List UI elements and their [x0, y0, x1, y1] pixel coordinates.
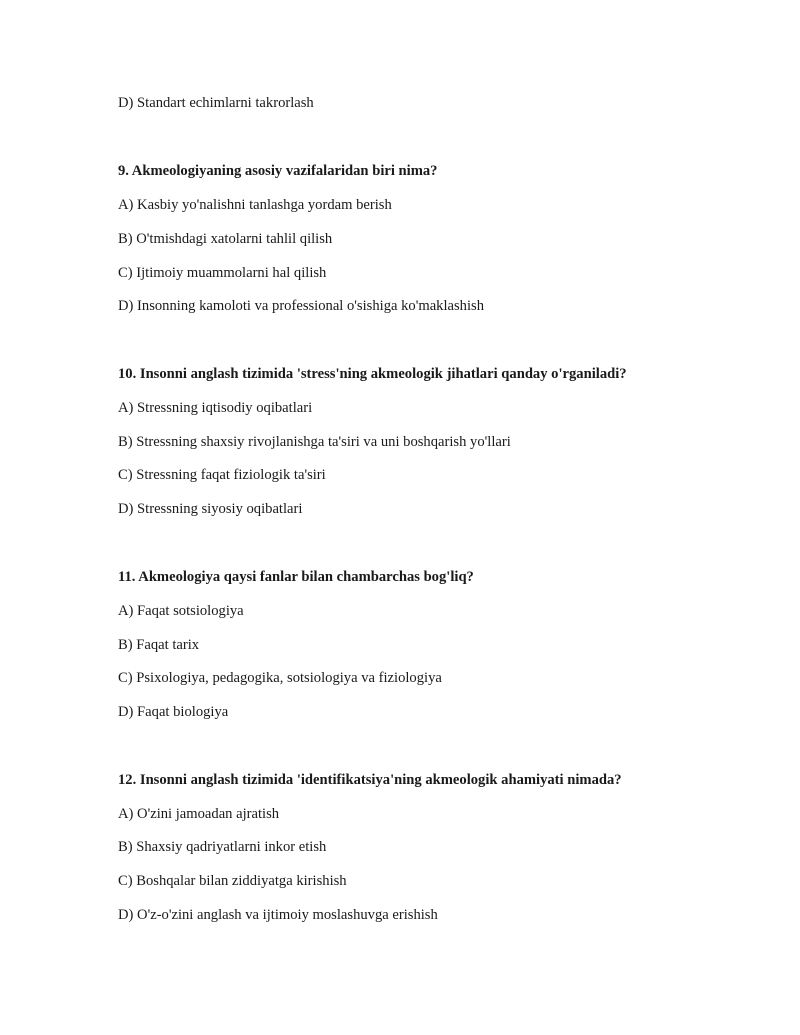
- option-d: D) Stressning siyosiy oqibatlari: [118, 501, 303, 517]
- option-b: B) Faqat tarix: [118, 637, 200, 653]
- option-c: C) Ijtimoiy muammolarni hal qilish: [118, 265, 327, 281]
- option-b: B) Stressning shaxsiy rivojlanishga ta'siri va uni boshqarish yo'llari: [118, 434, 511, 450]
- question-title: 12. Insonni anglash tizimida 'identifikatsiya'ning akmeologik ahamiyati nimada?: [118, 772, 622, 788]
- option-b: B) O'tmishdagi xatolarni tahlil qilish: [118, 231, 333, 247]
- option-c: C) Psixologiya, pedagogika, sotsiologiya va fiziologiya: [118, 670, 442, 686]
- question-title: 11. Akmeologiya qaysi fanlar bilan chambarchas bog'liq?: [118, 569, 474, 585]
- option-d: D) Insonning kamoloti va professional o'sishiga ko'maklashish: [118, 298, 485, 314]
- question-title: 9. Akmeologiyaning asosiy vazifalaridan biri nima?: [118, 163, 438, 179]
- option-a: A) Kasbiy yo'nalishni tanlashga yordam berish: [118, 197, 392, 213]
- option-a: A) Stressning iqtisodiy oqibatlari: [118, 400, 313, 416]
- option-a: A) O'zini jamoadan ajratish: [118, 806, 280, 822]
- question-title: 10. Insonni anglash tizimida 'stress'ning akmeologik jihatlari qanday o'rganiladi?: [118, 366, 627, 382]
- option-a: A) Faqat sotsiologiya: [118, 603, 244, 619]
- option-d: D) Faqat biologiya: [118, 704, 229, 720]
- option-b: B) Shaxsiy qadriyatlarni inkor etish: [118, 839, 327, 855]
- option-c: C) Stressning faqat fiziologik ta'siri: [118, 467, 326, 483]
- option-c: C) Boshqalar bilan ziddiyatga kirishish: [118, 873, 347, 889]
- option-d: D) O'z-o'zini anglash va ijtimoiy moslashuvga erishish: [118, 907, 438, 923]
- option-d: D) Standart echimlarni takrorlash: [118, 95, 314, 111]
